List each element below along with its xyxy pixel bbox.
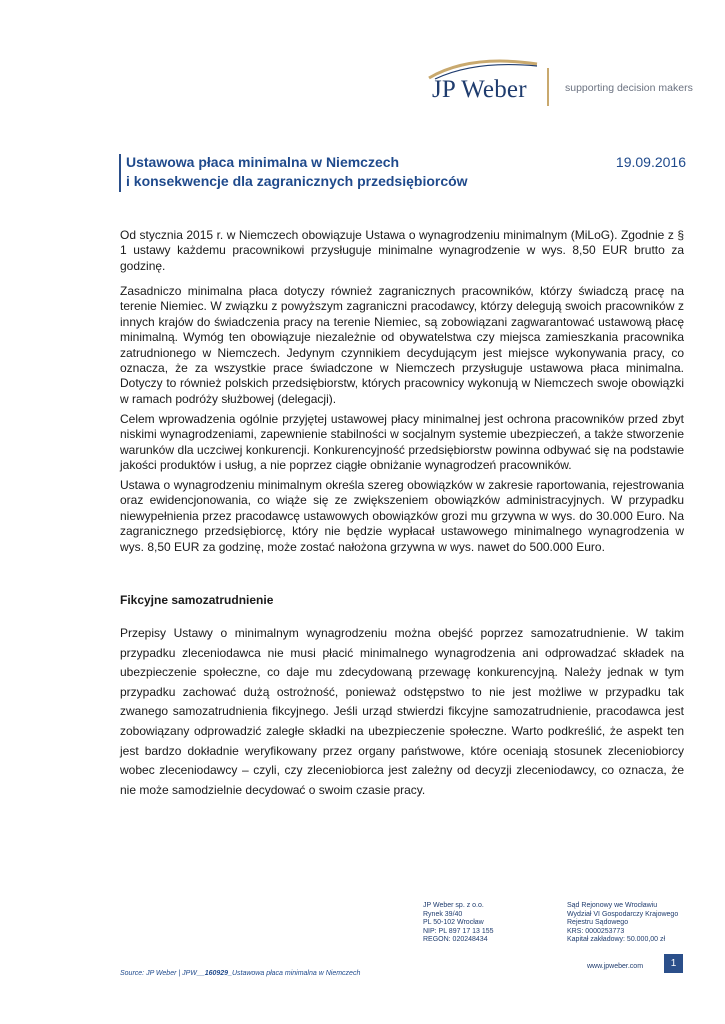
logo-divider <box>547 68 549 106</box>
page-number: 1 <box>664 954 683 973</box>
company-logo <box>425 52 695 122</box>
section-heading: Fikcyjne samozatrudnienie <box>120 593 274 607</box>
logo-name: JP Weber <box>432 76 527 103</box>
footer-company-line: JP Weber sp. z o.o. <box>423 902 484 909</box>
footer-company-line: Rynek 39/40 <box>423 910 463 918</box>
footer-court-line: KRS: 0000253773 <box>567 927 625 935</box>
source-line <box>120 970 360 977</box>
footer-company-info <box>423 902 494 945</box>
paragraph-4: Ustawa o wynagrodzeniu minimalnym określa szereg obowiązków w zakresie raportowania, rejestrowania oraz ewidencjonowania, co wiąże się ze zwiększeniem obowiązków administracyjnych. W przypadku niewypełnienia przez pracodawcę ustawowych obowiązków grozi mu grzywna w wys. do 30.000 Euro. Na zagranicznego przedsiębiorcę, który nie będzie wypłacał ustawowego minimalnego wynagrodzenia w wys. 8,50 EUR za godzinę, może zostać nałożona grzywna w wys. nawet do 500.000 Euro. <box>120 478 684 554</box>
title-accent-bar <box>119 154 121 192</box>
paragraph-1: Od stycznia 2015 r. w Niemczech obowiązuje Ustawa o wynagrodzeniu minimalnym (MiLoG). Zgodnie z § 1 ustawy każdemu pracownikowi przysługuje minimalne wynagrodzenie w wys. 8,50 EUR brutto za godzinę. <box>120 228 684 273</box>
source-prefix: Source: JP Weber | JPW <box>120 970 197 977</box>
footer-court-line: Sąd Rejonowy we Wrocławiu <box>567 902 658 909</box>
paragraph-3: Celem wprowadzenia ogólnie przyjętej ustawowej płacy minimalnej jest ochrona pracowników przed zbyt niskimi wynagrodzeniami, zapewnienie stabilności w socjalnym systemie ubezpieczeń, a także stworzenie warunków dla uczciwej konkurencji. Konkurencyjność przedsiębiorstw powinna odbywać się na podstawie jakości produktów i usług, a nie poprzez ciągłe obniżanie wynagrodzeń pracowników. <box>120 412 684 473</box>
footer-court-line: Kapitał zakładowy: 50.000,00 zł <box>567 936 666 944</box>
footer-company-line: PL 50-102 Wrocław <box>423 919 484 927</box>
footer-court-line: Rejestru Sądowego <box>567 919 629 927</box>
footer-company-line: REGON: 020248434 <box>423 936 488 944</box>
source-doc-number: __160929 <box>196 970 229 977</box>
paragraph-2: Zasadniczo minimalna płaca dotyczy również zagranicznych pracowników, którzy świadczą pracę na terenie Niemiec. W związku z powyższym zagraniczni pracodawcy, którzy delegują swoich pracowników z innych krajów do świadczenia pracy na terenie Niemiec, są zobowiązani zagwarantować ustawową płacę minimalną. Wymóg ten obowiązuje niezależnie od obywatelstwa czy miejsca zamieszkania pracownika zatrudnionego w Niemczech. Jedynym czynnikiem decydującym jest miejsce wykonywania pracy, co oznacza, że za wszystkie prace świadczone w Niemczech przysługuje ustawowa płaca minimalna. Dotyczy to również polskich przedsiębiorstw, których pracownicy wykonują w Niemczech swoje obowiązki w ramach podróży służbowej (delegacji). <box>120 284 684 406</box>
footer-company-line: NIP: PL 897 17 13 155 <box>423 927 494 935</box>
title-line-1: Ustawowa płaca minimalna w Niemczech <box>126 154 400 170</box>
paragraph-5: Przepisy Ustawy o minimalnym wynagrodzeniu można obejść poprzez samozatrudnienie. W takim przypadku zleceniodawca nie musi płacić minimalnego wynagrodzenia ani odprowadzać składek na ubezpieczenie społeczne, co daje mu zdecydowaną przewagę konkurencyjną. Należy jednak w tym przypadku zachować dużą ostrożność, ponieważ odstępstwo to nie jest możliwe w przypadku tak zwanego samozatrudnienia fikcyjnego. Jeśli urząd stwierdzi fikcyjne samozatrudnienie, pracodawca jest zobowiązany odprowadzić zaległe składki na ubezpieczenie społeczne. Warto podkreślić, że aspekt ten jest bardzo dokładnie weryfikowany przez organy państwowe, które oceniają stosunek zleceniobiorcy wobec zleceniodawcy – czyli, czy zleceniobiorca jest zależny od decyzji zleceniodawcy, co oznacza, że nie może samodzielnie decydować o swoim czasie pracy. <box>120 626 684 797</box>
footer-court-info <box>567 902 678 945</box>
source-suffix: _Ustawowa płaca minimalna w Niemczech <box>228 970 361 977</box>
website-link[interactable]: www.jpweber.com <box>587 963 644 970</box>
logo-tagline: supporting decision makers <box>565 82 693 94</box>
footer-court-line: Wydział VI Gospodarczy Krajowego <box>567 910 679 918</box>
document-date: 19.09.2016 <box>615 154 686 170</box>
title-line-2: i konsekwencje dla zagranicznych przedsiębiorców <box>126 173 468 189</box>
document-title <box>126 153 546 191</box>
